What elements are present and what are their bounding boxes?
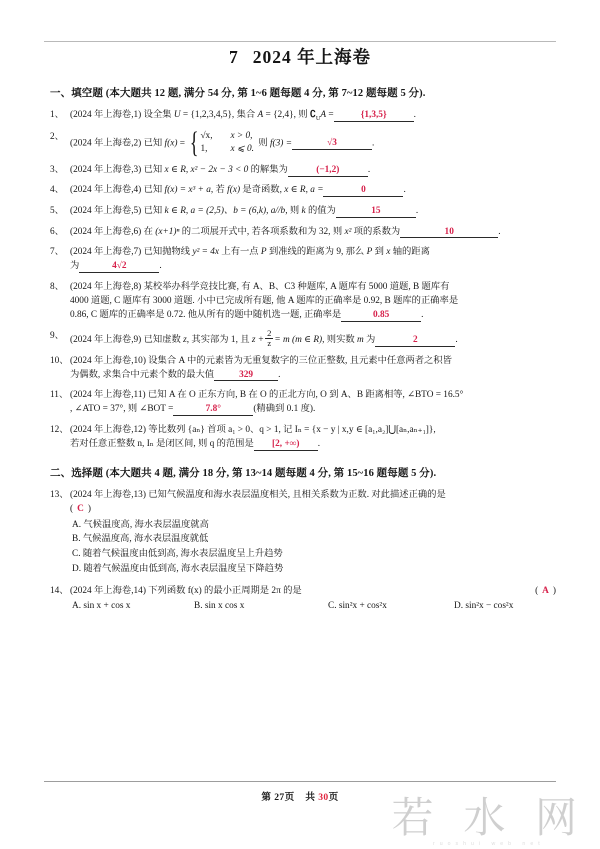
question-3 <box>44 163 556 177</box>
question-10-line-1: 设集合 A 中的元素皆为无重复数字的三位正整数, 且元素中任意两者之积皆 <box>148 355 452 366</box>
question-4-expression-b: f(x) <box>227 185 241 196</box>
question-13-option-a[interactable]: A. 气候温度高, 海水表层温度就高 <box>72 519 209 530</box>
question-13-option-c[interactable]: C. 随着气候温度由低到高, 海水表层温度呈上升趋势 <box>72 548 283 559</box>
question-13-source: (2024 年上海卷,13) <box>70 490 146 501</box>
question-11-body <box>70 388 556 416</box>
question-11-number: 11、 <box>50 390 69 401</box>
question-7-text-b: 上有一点 <box>221 247 259 258</box>
question-4-number: 4、 <box>50 185 64 196</box>
question-1-body <box>70 108 556 123</box>
question-3-body <box>70 163 556 177</box>
question-12-number: 12、 <box>50 425 69 436</box>
question-2-number: 2、 <box>50 131 64 142</box>
question-12-answer-blank[interactable]: [2, +∞) <box>254 439 318 451</box>
watermark-subtext: ruoshui web net <box>433 841 545 847</box>
question-5-number: 5、 <box>50 206 64 217</box>
footer-total-prefix: 共 <box>305 792 316 803</box>
question-7-source: (2024 年上海卷,7) <box>70 247 142 258</box>
question-9-var-z: z <box>183 334 187 345</box>
question-14-text: 下列函数 f(x) 的最小正周期是 2π 的是 <box>148 586 302 597</box>
question-7-var-p: P <box>260 247 267 258</box>
question-5-source: (2024 年上海卷,5) <box>70 206 142 217</box>
question-2-function: f(x) <box>164 138 178 149</box>
question-2-case1-condition: x > 0, <box>230 130 253 141</box>
question-9-text-d: 为 <box>366 334 376 345</box>
question-2-text-b: 则 <box>258 138 268 149</box>
question-6-text-c: 项的系数为 <box>353 226 401 237</box>
question-12-body <box>70 423 556 451</box>
question-3-period: . <box>367 164 371 175</box>
question-8 <box>44 280 556 322</box>
question-1-text-c: = {2,4}, 则 <box>265 110 308 120</box>
question-11-line-1: 已知 A 在 O 正东方向, B 在 O 的正北方向, O 到 A、B 距离相等, ∠BTO = 16.5° <box>147 390 464 401</box>
question-10-body <box>70 354 556 382</box>
question-11 <box>44 388 556 416</box>
question-7-text-d: 到 <box>374 247 384 258</box>
question-2-eval: f(3) = <box>269 138 292 149</box>
question-2-case2-condition: x ⩽ 0. <box>230 144 254 155</box>
question-7-text-e: 轴的距离 <box>392 247 430 258</box>
question-1-text-b: = {1,2,3,4,5}, 集合 <box>182 110 256 120</box>
header-divider <box>44 41 556 42</box>
question-8-answer-blank[interactable]: 0.85 <box>341 310 421 322</box>
section-2-title: 二、选择题 <box>50 468 103 480</box>
question-3-expression: x ∈ R, x² − 2x − 3 < 0 <box>164 164 249 175</box>
question-13-number: 13、 <box>50 490 69 501</box>
question-3-source: (2024 年上海卷,3) <box>70 164 142 175</box>
question-10 <box>44 354 556 382</box>
question-6 <box>44 225 556 239</box>
question-7-period: . <box>159 261 162 272</box>
question-14-answer[interactable]: A <box>542 586 549 597</box>
fraction-denominator: z <box>267 337 272 348</box>
question-8-line-1: 某校举办科学竞技比赛, 有 A、B、C3 种题库, A 题库有 5000 道题, B 题库有 <box>143 282 450 293</box>
question-3-text-a: 已知 <box>143 164 163 175</box>
question-13-options <box>70 518 556 577</box>
question-9-answer-blank[interactable]: 2 <box>375 335 455 347</box>
question-7-text-f: 为 <box>70 261 80 272</box>
question-2-answer-blank[interactable]: √3 <box>292 138 372 150</box>
question-2-case2-value: 1, <box>200 144 208 155</box>
question-3-text-b: 的解集为 <box>250 164 288 175</box>
section-2-detail: (本大题共 4 题, 满分 18 分, 第 13~14 题每题 4 分, 第 15~16 题每题 5 分). <box>105 468 437 480</box>
question-11-line-2a: , ∠ATO = 37° <box>70 404 124 415</box>
question-3-number: 3、 <box>50 164 64 175</box>
question-11-line-2b: , 则 ∠BOT = <box>123 404 174 415</box>
question-13-choice-close: ) <box>87 504 91 515</box>
question-6-number: 6、 <box>50 226 64 237</box>
page-title-number: 7 <box>228 47 239 67</box>
question-11-answer-blank[interactable]: 7.8° <box>173 404 253 416</box>
question-8-line-3: 0.86, C 题库的正确率是 0.72. 他从所有的题中随机选一题, 正确率是 <box>70 310 342 321</box>
question-5-answer-blank[interactable]: 15 <box>336 206 416 218</box>
question-8-line-2: 4000 道题, C 题库有 3000 道题. 小中已完成所有题, 他 A 题库的正确率是 0.92, B 题库的正确率是 <box>70 296 459 307</box>
left-brace-icon: { <box>189 126 199 160</box>
question-4-text-a: 已知 <box>143 185 163 196</box>
question-9-number: 9、 <box>50 330 64 341</box>
question-1-equals: = <box>328 110 334 120</box>
question-4-expression-a: f(x) = x³ + a, <box>164 185 214 196</box>
fraction-numerator: 2 <box>267 327 272 338</box>
question-9-body <box>70 329 556 347</box>
question-7-number: 7、 <box>50 247 64 258</box>
question-4-expression-c: x ∈ R, a = <box>284 185 324 196</box>
question-8-body <box>70 280 556 322</box>
question-7-var-p2: P <box>366 247 373 258</box>
question-10-line-2: 为偶数, 求集合中元素个数的最大值 <box>70 369 215 380</box>
question-12-line-1: 等比数列 {aₙ} 首项 a₁ > 0、q > 1, 记 Iₙ = {x − y | x,y ∈ [a₁,a₂]⋃[aₙ,aₙ₊₁]}, <box>148 425 436 436</box>
question-5-text-b: , 则 <box>285 206 300 217</box>
question-7-body <box>70 245 556 273</box>
question-12-source: (2024 年上海卷,12) <box>70 425 146 436</box>
question-5 <box>44 204 556 218</box>
question-5-period: . <box>415 206 419 217</box>
question-10-number: 10、 <box>50 355 69 366</box>
question-11-source: (2024 年上海卷,11) <box>70 390 146 401</box>
complement-variable: A <box>320 110 327 120</box>
question-14-option-b[interactable]: B. sin x cos x <box>194 601 245 612</box>
question-2 <box>44 126 556 160</box>
question-4-period: . <box>403 185 406 196</box>
question-6-text-a: 在 <box>143 226 153 237</box>
question-14-option-c[interactable]: C. sin²x + cos²x <box>328 601 387 612</box>
question-13 <box>44 488 556 576</box>
question-5-text-c: 的值为 <box>307 206 336 217</box>
question-7-text-a: 已知抛物线 <box>143 247 191 258</box>
question-12-period: . <box>317 439 321 450</box>
question-11-line-2c: (精确到 0.1 度). <box>253 404 316 415</box>
question-4-source: (2024 年上海卷,4) <box>70 185 142 196</box>
question-4-body <box>70 183 556 197</box>
question-9-expression-z: z + <box>251 334 265 345</box>
question-8-number: 8、 <box>50 282 64 293</box>
fraction-two-over-z <box>265 329 273 347</box>
question-6-answer-blank[interactable]: 10 <box>400 227 498 239</box>
question-1-period: . <box>413 110 416 120</box>
section-1-title: 一、填空题 <box>50 88 103 99</box>
question-2-source: (2024 年上海卷,2) <box>70 138 142 149</box>
question-7-answer-blank[interactable]: 4√2 <box>79 261 159 273</box>
question-4-text-b: 若 <box>215 185 225 196</box>
question-10-source: (2024 年上海卷,10) <box>70 355 146 366</box>
question-6-body <box>70 225 556 239</box>
question-2-case1-value: √x, <box>200 130 213 141</box>
question-7-text-c: 到准线的距离为 9, 那么 <box>268 247 365 258</box>
footer-mid: 页 <box>284 792 295 803</box>
question-12 <box>44 423 556 451</box>
watermark-text: 若 水 网 <box>391 794 586 841</box>
page-footer <box>0 789 600 803</box>
question-6-period: . <box>498 226 501 237</box>
complement-symbol-icon: ∁ <box>309 110 316 120</box>
question-9-text-b: , 其实部为 1, 且 <box>186 334 250 345</box>
question-14-choice-tag <box>535 584 556 598</box>
question-14-choice-close: ) <box>552 586 556 597</box>
question-5-expression-b: k <box>301 206 306 217</box>
question-14 <box>44 584 556 614</box>
page-title-text: 2024 年上海卷 <box>252 47 372 67</box>
question-1-text-a: 设全集 <box>143 110 172 120</box>
question-5-text-a: 已知 <box>143 206 163 217</box>
question-14-body <box>70 584 556 614</box>
question-6-expression-a: (x+1)ⁿ <box>155 226 180 237</box>
section-1-detail: (本大题共 12 题, 满分 54 分, 第 1~6 题每题 4 分, 第 7~12 题每题 5 分). <box>105 88 426 99</box>
question-6-text-b: 的二项展开式中, 若各项系数和为 32, 则 <box>181 226 343 237</box>
question-5-expression-a: k ∈ R, a = (2,5)、b = (6,k), a//b <box>164 206 286 217</box>
footer-divider <box>44 781 556 782</box>
question-14-option-a[interactable]: A. sin x + cos x <box>72 601 131 612</box>
section-heading-multiple-choice <box>50 465 556 480</box>
question-2-period: . <box>371 138 375 149</box>
question-13-option-d[interactable]: D. 随着气候温度由低到高, 海水表层温度呈下降趋势 <box>72 563 284 574</box>
complement-subscript: U <box>315 114 321 122</box>
question-9-expression-equals: = m (m ∈ R) <box>274 334 323 345</box>
piecewise-function-block <box>187 126 254 160</box>
question-4 <box>44 183 556 197</box>
question-9 <box>44 329 556 347</box>
question-7 <box>44 245 556 273</box>
question-14-choice-open: ( <box>535 586 539 597</box>
question-9-text-c: , 则实数 <box>322 334 355 345</box>
question-2-text-a: 已知 <box>143 138 163 149</box>
question-5-body <box>70 204 556 218</box>
footer-prefix: 第 <box>261 792 272 803</box>
question-13-choice-open: ( <box>70 504 74 515</box>
question-14-source: (2024 年上海卷,14) <box>70 586 146 597</box>
question-2-equals: = <box>179 138 186 149</box>
question-14-option-d[interactable]: D. sin²x − cos²x <box>454 601 514 612</box>
question-14-options <box>70 599 556 614</box>
question-7-expression: y² = 4x <box>192 247 220 258</box>
question-1-var-a: A <box>257 110 264 120</box>
question-1-answer-blank[interactable]: {1,3,5} <box>334 110 414 122</box>
question-8-period: . <box>421 310 424 321</box>
question-4-text-c: 是奇函数, <box>242 185 282 196</box>
question-7-var-x: x <box>386 247 391 258</box>
question-10-answer-blank[interactable]: 329 <box>214 370 278 382</box>
question-1 <box>44 108 556 123</box>
section-heading-fill-in-blank <box>50 85 556 100</box>
question-9-var-m: m <box>357 334 364 345</box>
question-1-source: (2024 年上海卷,1) <box>70 110 142 120</box>
question-2-body <box>70 126 556 160</box>
question-4-answer-blank[interactable]: 0 <box>323 185 403 197</box>
watermark <box>391 794 586 847</box>
question-13-option-b[interactable]: B. 气候温度高, 海水表层温度就低 <box>72 534 209 545</box>
question-12-line-2: 若对任意正整数 n, Iₙ 是闭区间, 则 q 的范围是 <box>70 439 254 450</box>
footer-current-page: 27 <box>274 792 285 803</box>
question-13-answer[interactable]: C <box>77 504 84 515</box>
question-10-period: . <box>278 369 281 380</box>
question-1-var-u: U <box>173 110 181 120</box>
question-13-body <box>70 488 556 576</box>
footer-suffix: 页 <box>328 792 339 803</box>
question-9-source: (2024 年上海卷,9) <box>70 334 142 345</box>
question-9-period: . <box>455 334 458 345</box>
question-13-text: 已知气候温度和海水表层温度相关, 且相关系数为正数. 对此描述正确的是 <box>148 490 446 501</box>
question-8-source: (2024 年上海卷,8) <box>70 282 142 293</box>
question-14-number: 14、 <box>50 586 69 597</box>
footer-total-pages: 30 <box>318 792 329 803</box>
question-1-number: 1、 <box>50 110 64 120</box>
question-9-text-a: 已知虚数 <box>143 334 181 345</box>
question-6-source: (2024 年上海卷,6) <box>70 226 142 237</box>
question-6-expression-b: x² <box>344 226 352 237</box>
question-3-answer-blank[interactable]: (−1,2) <box>288 165 368 177</box>
page-title <box>44 0 556 69</box>
